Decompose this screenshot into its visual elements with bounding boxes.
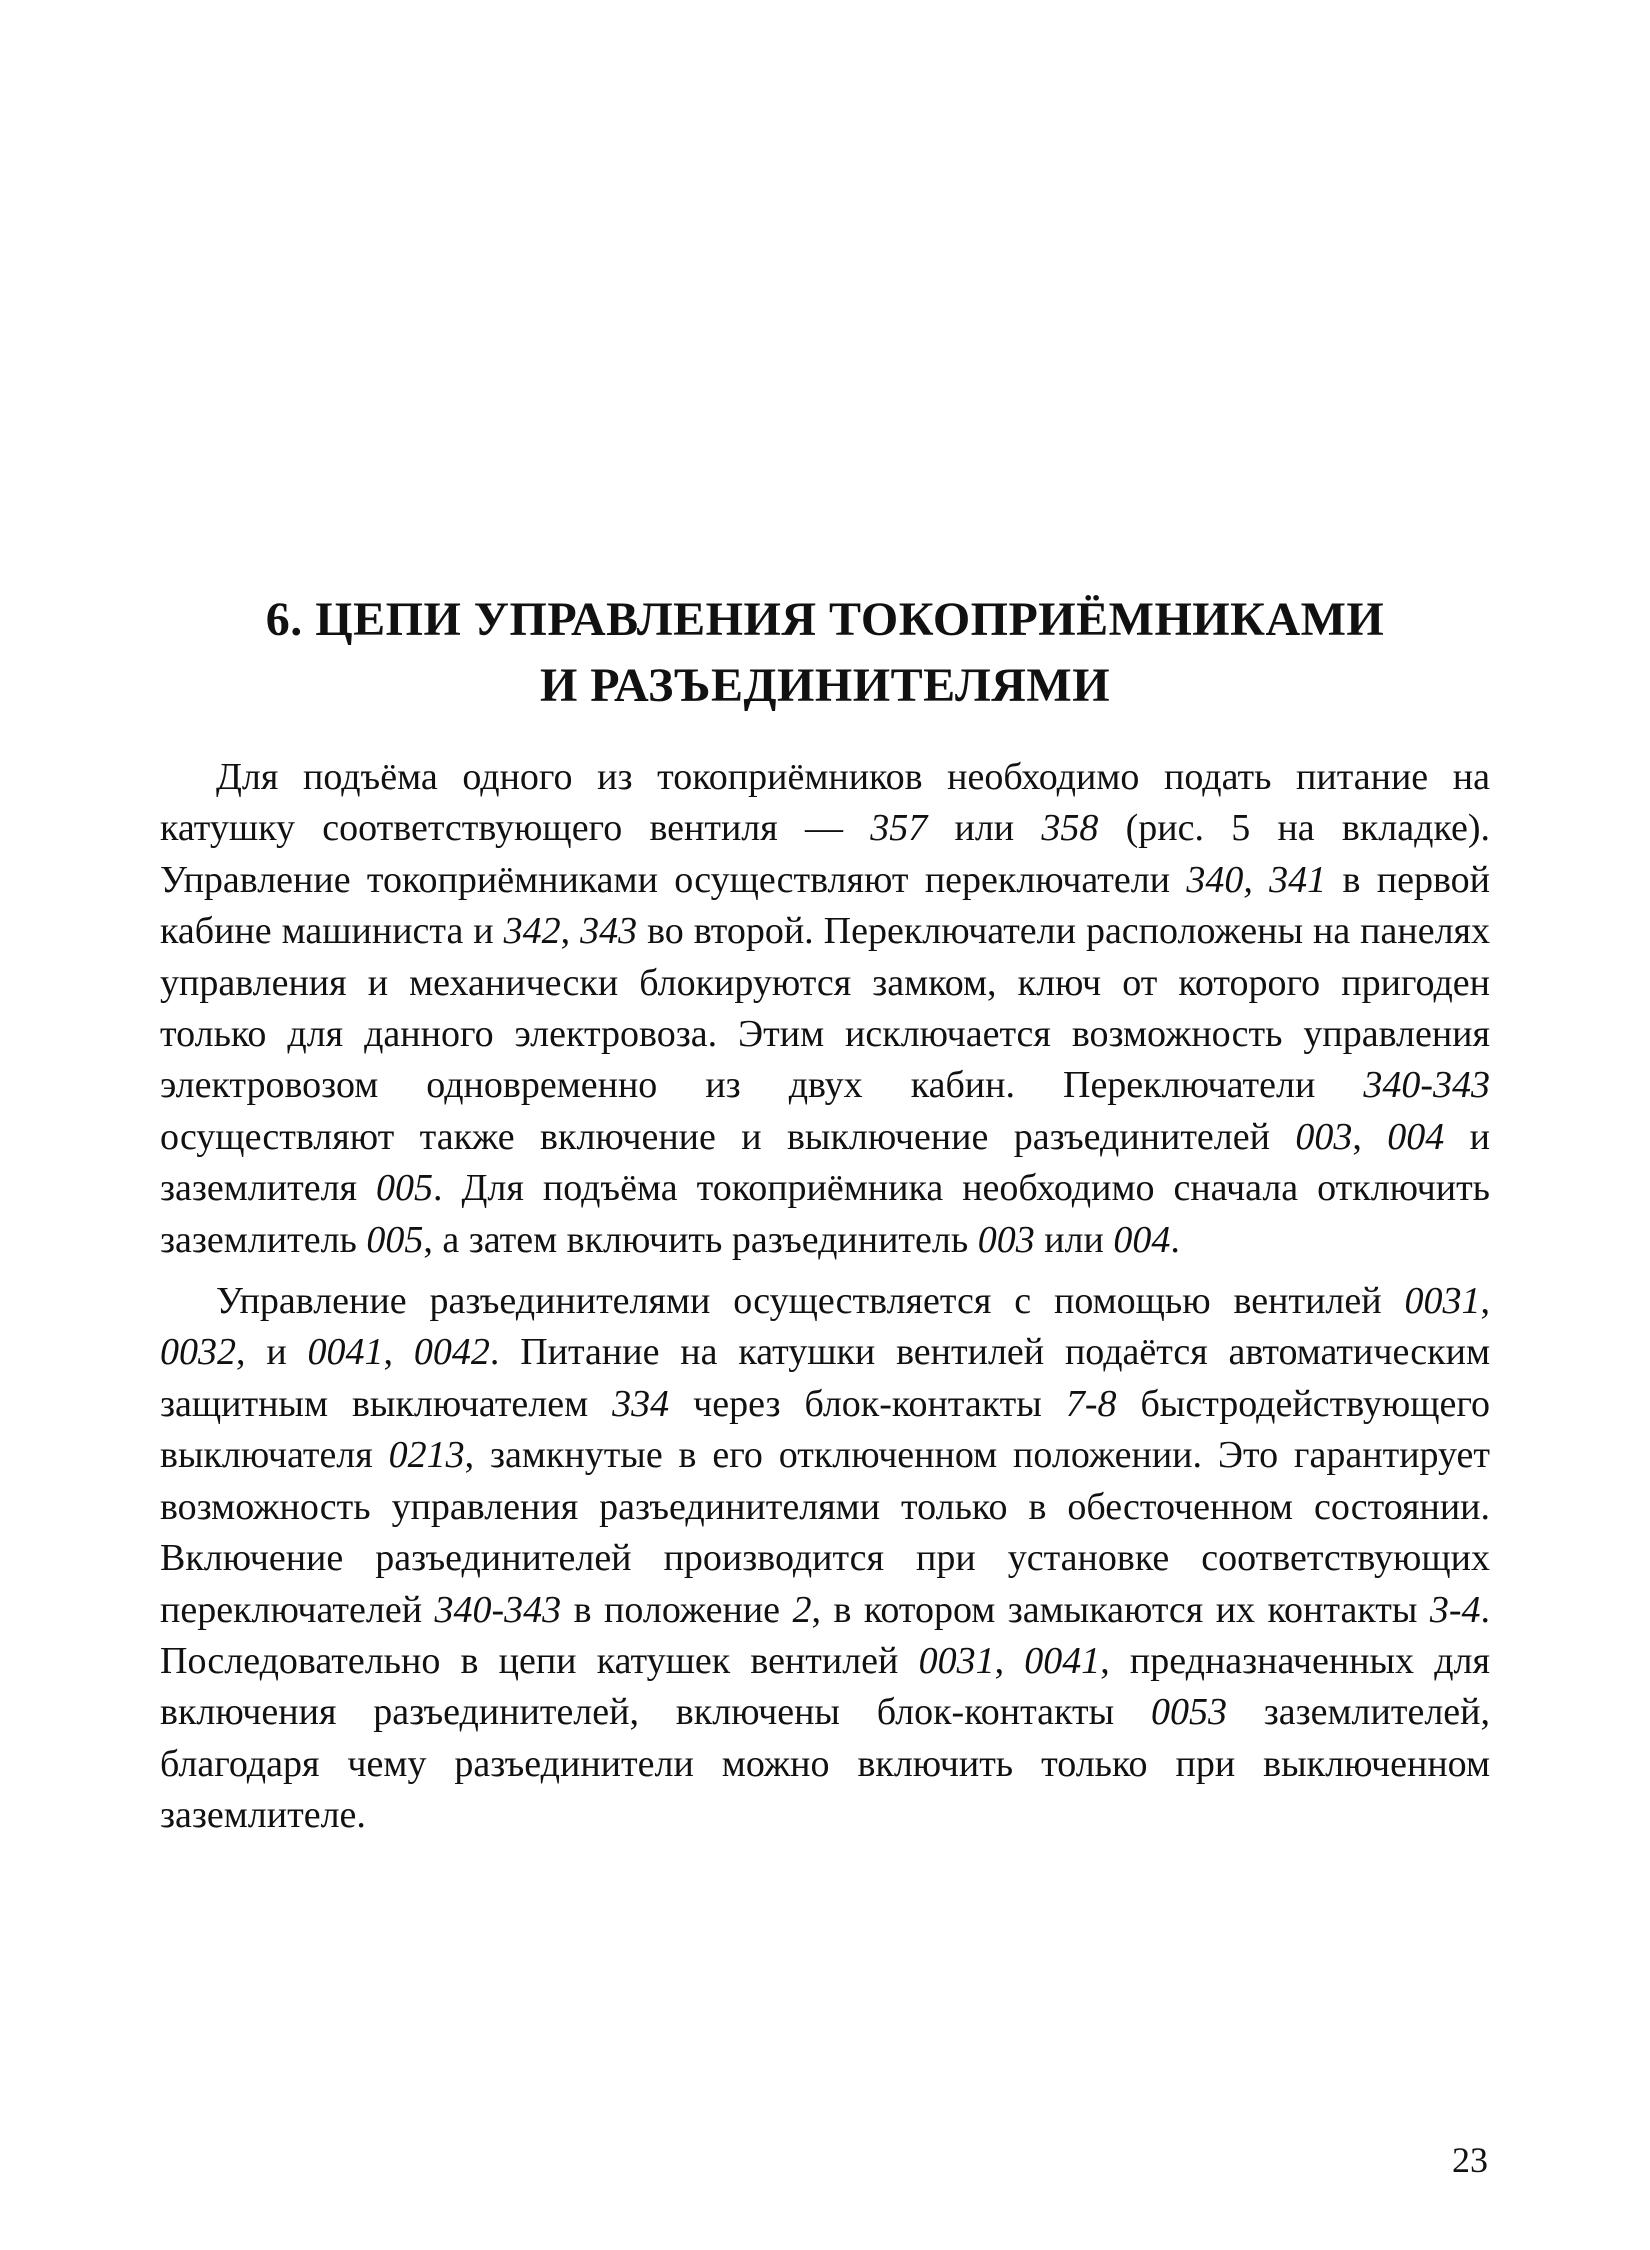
ref-number: 0042: [413, 1331, 490, 1374]
ref-number: 004: [1387, 1115, 1445, 1158]
ref-number: 340, 341: [1186, 858, 1327, 901]
paragraph-2: [160, 1276, 1490, 1841]
ref-number: 0031: [918, 1639, 995, 1682]
chapter-heading: [150, 587, 1500, 719]
text-run: ,: [994, 1639, 1025, 1682]
text-run: во второй. Переключатели расположены на панелях управления и механически блокируются замком, ключ от которого пригоден только для данного электровоза. Этим исключается возможность управления электровозом одновременно из двух кабин. Переключатели: [160, 910, 1491, 1107]
ref-number: 0053: [1150, 1691, 1227, 1734]
text-run: (рис. 5 на вкладке). Управление токоприёмниками осуществляют переключатели: [160, 807, 1490, 901]
chapter-heading-line-1: 6. ЦЕПИ УПРАВЛЕНИЯ ТОКОПРИЁМНИКАМИ: [265, 593, 1385, 647]
text-run: через блок-контакты: [669, 1382, 1066, 1425]
text-run: , а затем включить разъединитель: [423, 1218, 978, 1261]
ref-number: 003: [1295, 1115, 1353, 1158]
text-run: или: [927, 807, 1042, 850]
chapter-heading-line-2: И РАЗЪЕДИНИТЕЛЯМИ: [539, 659, 1111, 713]
text-run: или: [1034, 1218, 1114, 1261]
ref-number: 358: [1041, 807, 1099, 850]
ref-number: 7-8: [1065, 1382, 1117, 1425]
ref-number: 3-4: [1429, 1588, 1481, 1631]
text-run: , и: [236, 1331, 308, 1374]
ref-number: 334: [612, 1382, 670, 1425]
text-run: ,: [560, 910, 581, 953]
ref-number: 357: [870, 807, 928, 850]
page-number: 23: [1452, 2140, 1488, 2180]
text-run: , в котором замыкаются их контакты: [811, 1588, 1430, 1631]
ref-number: 2: [792, 1588, 812, 1631]
text-run: . Для подъёма токоприёмника необходимо сначала отключить заземлитель: [160, 1167, 1491, 1261]
text-run: заземлителей, благодаря чему разъединители можно включить только при выключенном заземлителе.: [160, 1691, 1490, 1837]
text-run: в первой кабине машиниста и: [160, 858, 1490, 953]
ref-number: 342: [503, 910, 561, 953]
text-run: . Последовательно в цепи катушек вентилей: [160, 1588, 1491, 1682]
text-run: , предназначенных для включения разъединителей, включены блок-контакты: [160, 1639, 1490, 1734]
ref-number: 0041: [307, 1331, 384, 1374]
ref-number: 0031: [1404, 1280, 1481, 1323]
text-run: , замкнутые в его отключенном положении. Это гарантирует возможность управления разъединителями только в обесточенном состоянии. Включение разъединителей производится при установке соответствующих переключателей: [160, 1434, 1490, 1631]
text-run: ,: [1480, 1280, 1490, 1323]
text-run: осуществляют также включение и выключение разъединителей: [160, 1115, 1296, 1158]
text-run: ,: [383, 1331, 414, 1374]
text-run: и заземлителя: [160, 1115, 1490, 1210]
ref-number: 005: [376, 1167, 434, 1210]
ref-number: 340-343: [434, 1588, 562, 1631]
ref-number: 004: [1113, 1218, 1171, 1261]
text-run: в положение: [561, 1588, 793, 1631]
ref-number: 003: [977, 1218, 1035, 1261]
ref-number: 0041: [1024, 1639, 1101, 1682]
text-run: Управление разъединителями осуществляется с помощью вентилей: [216, 1280, 1405, 1323]
ref-number: 0032: [160, 1331, 236, 1374]
text-run: . Питание на катушки вентилей подаётся автоматическим защитным выключателем: [160, 1331, 1491, 1425]
ref-number: 340-343: [1363, 1064, 1490, 1107]
body-text: [160, 752, 1490, 1842]
text-run: .: [1170, 1218, 1180, 1261]
text-run: Для подъёма одного из токоприёмников необходимо подать питание на катушку соответствующего вентиля —: [160, 756, 1490, 850]
text-run: быстродействующего выключателя: [160, 1382, 1490, 1477]
text-run: ,: [1352, 1115, 1388, 1158]
ref-number: 343: [580, 910, 638, 953]
ref-number: 0213: [388, 1434, 465, 1477]
paragraph-1: [160, 752, 1490, 1266]
ref-number: 005: [366, 1218, 424, 1261]
